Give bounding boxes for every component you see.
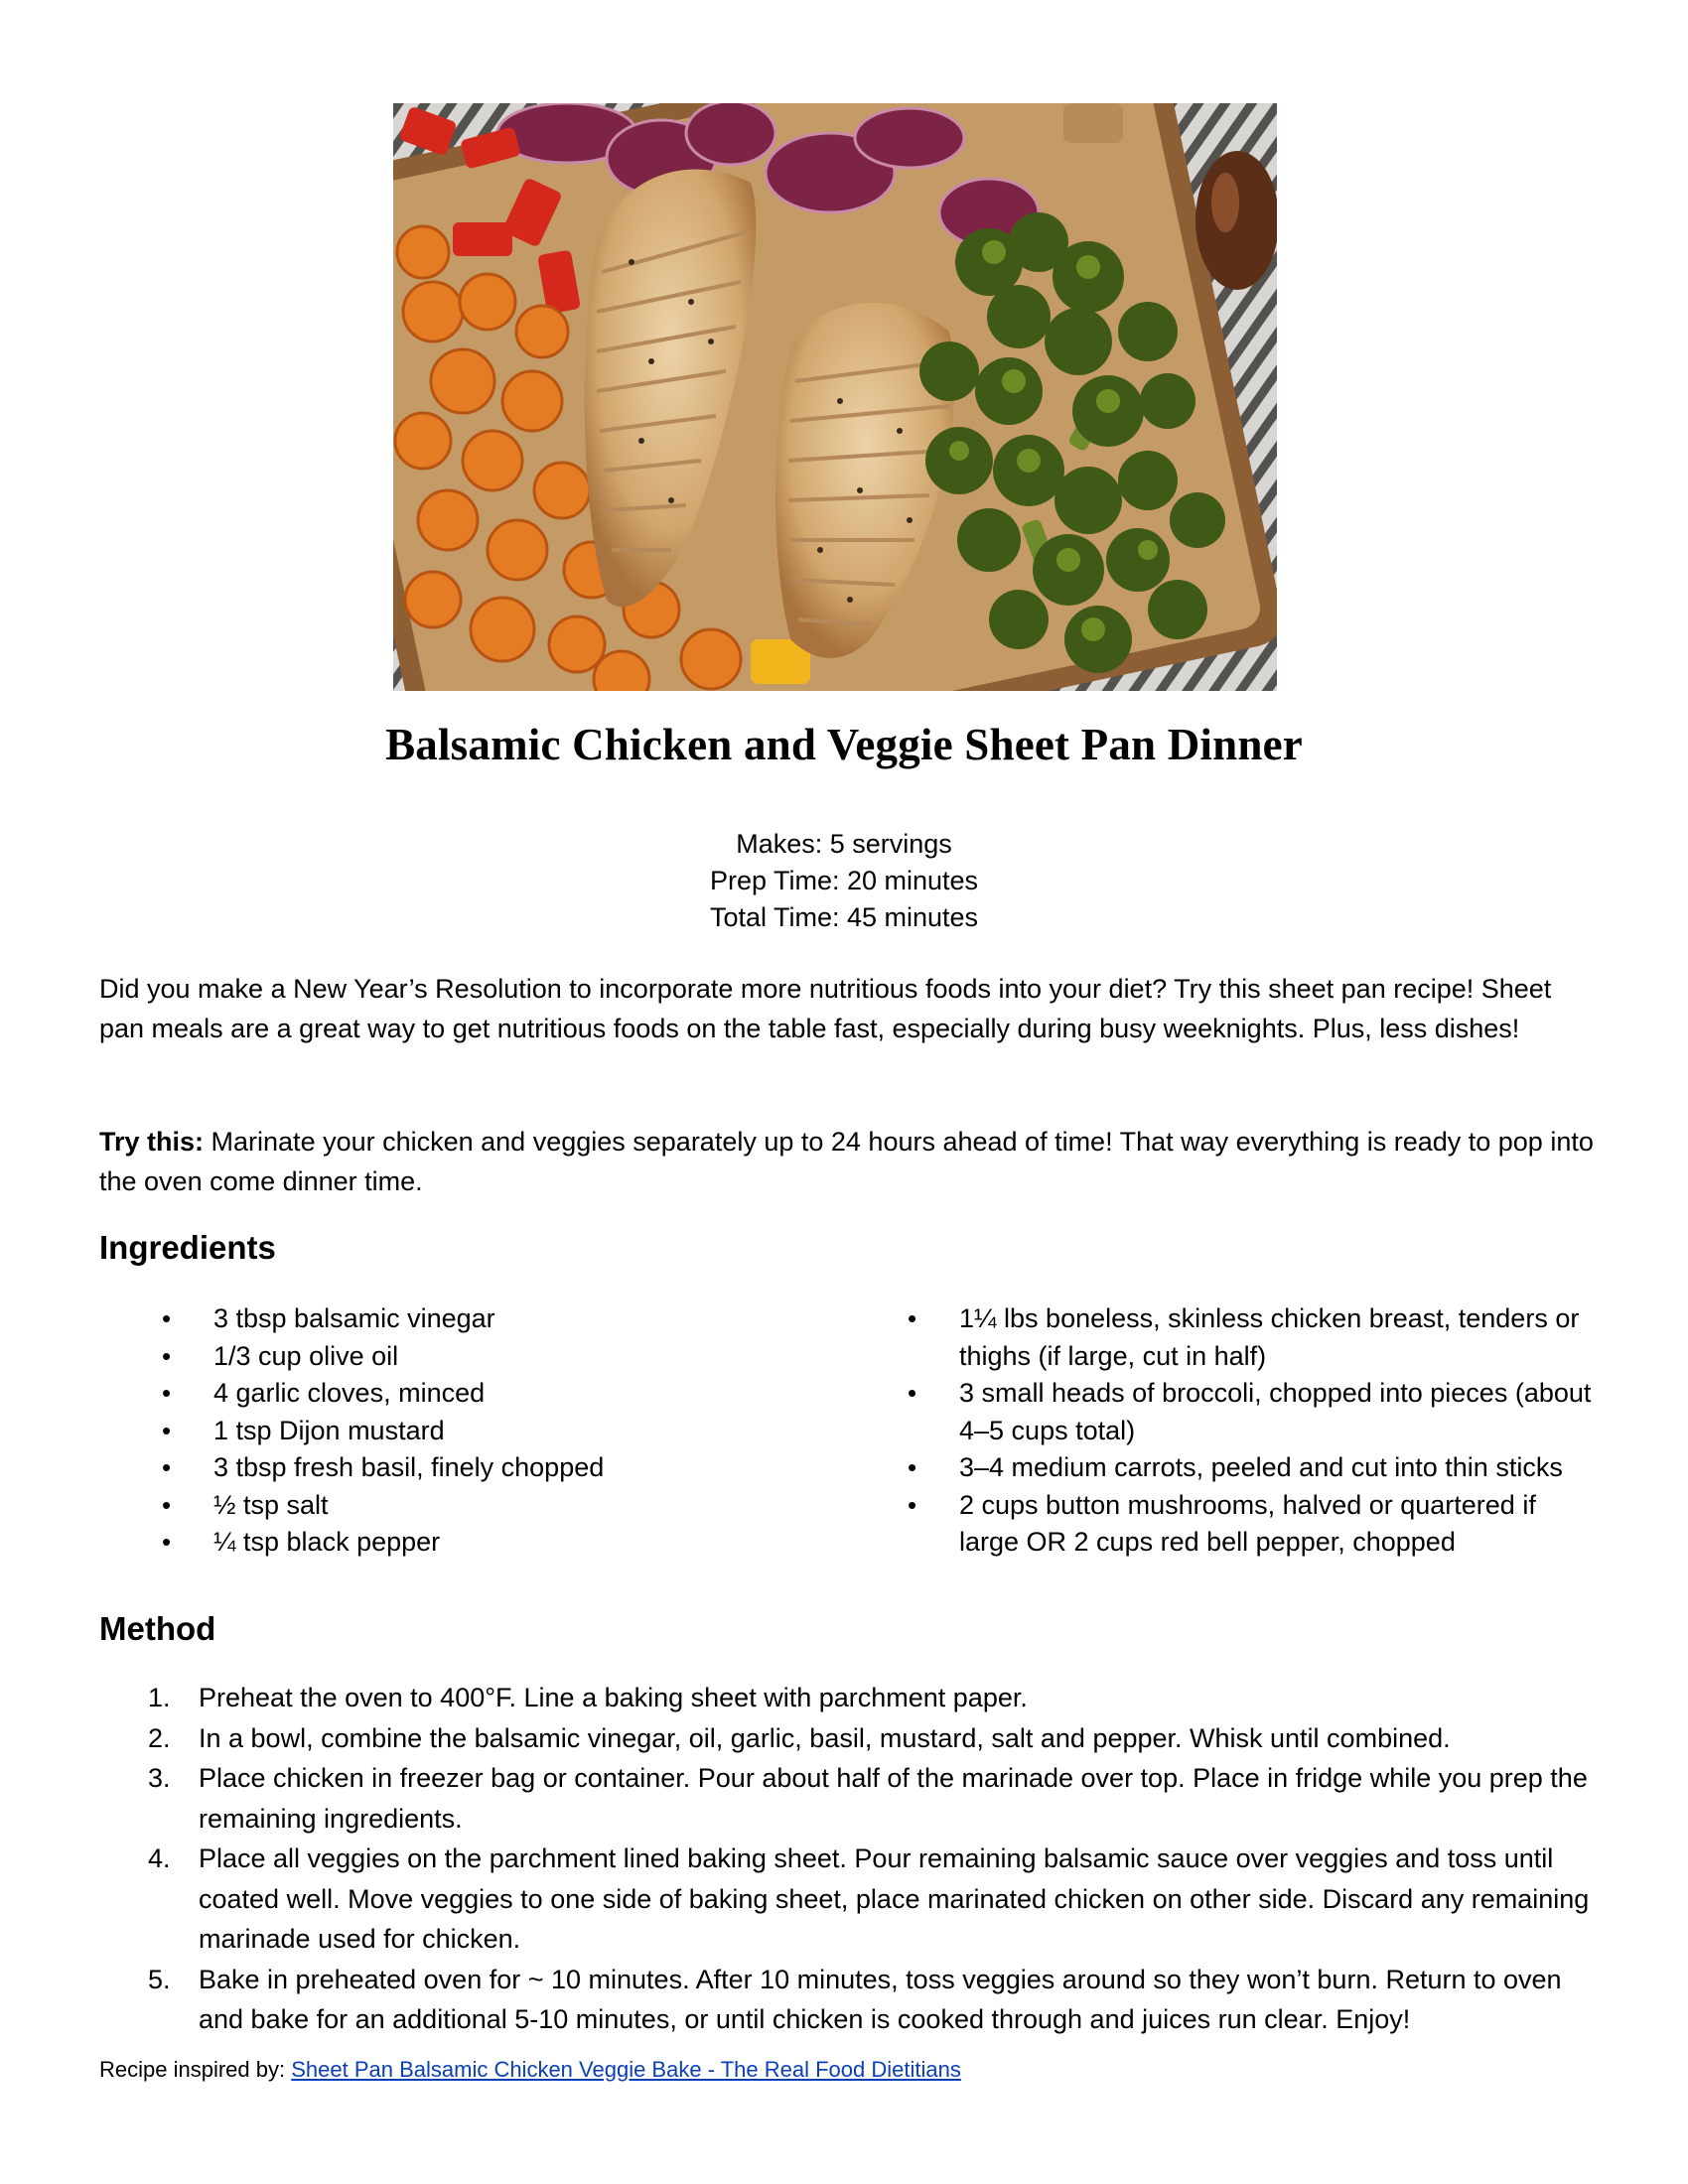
sheet-pan-illustration	[393, 103, 1277, 691]
bullet: •	[908, 1489, 917, 1520]
recipe-title: Balsamic Chicken and Veggie Sheet Pan Dinner	[385, 720, 1303, 769]
tip-text: Marinate your chicken and veggies separately up to 24 hours ahead of time! That way everything is ready to pop into the oven come dinner time.	[99, 1127, 1594, 1196]
recipe-meta	[0, 826, 1688, 936]
bullet: •	[908, 1452, 917, 1482]
ingredient-item: • 1 tsp Dijon mustard	[213, 1413, 829, 1450]
bullet: •	[908, 1303, 917, 1333]
ingredient-item: • 2 cups button mushrooms, halved or quartered if large OR 2 cups red bell pepper, chopped	[959, 1487, 1595, 1562]
step-number: 3.	[148, 1763, 171, 1793]
bullet: •	[162, 1527, 172, 1557]
method-step: 4. Place all veggies on the parchment lined baking sheet. Pour remaining balsamic sauce over veggies and toss until coated well. Move veggies to one side of baking sheet, place marinated chicken on other side. Discard any remaining marinade used for chicken.	[199, 1839, 1609, 1960]
step-number: 4.	[148, 1843, 171, 1873]
bullet: •	[908, 1378, 917, 1408]
step-number: 5.	[148, 1964, 171, 1994]
ingredient-item: • 3 small heads of broccoli, chopped into pieces (about 4–5 cups total)	[959, 1375, 1595, 1449]
recipe-photo	[393, 103, 1277, 691]
method-steps	[148, 1678, 1609, 2040]
recipe-credit	[99, 2055, 961, 2085]
ingredient-item: • 1¼ lbs boneless, skinless chicken breast, tenders or thighs (if large, cut in half)	[959, 1300, 1595, 1375]
step-number: 2.	[148, 1722, 171, 1753]
method-step: 5. Bake in preheated oven for ~ 10 minutes. After 10 minutes, toss veggies around so they won’t burn. Return to oven and bake for an additional 5-10 minutes, or until chicken is cooked through and juices run clear. Enjoy!	[199, 1960, 1609, 2040]
ingredient-item: • ½ tsp salt	[213, 1487, 829, 1525]
method-step: 2. In a bowl, combine the balsamic vinegar, oil, garlic, basil, mustard, salt and pepper. Whisk until combined.	[199, 1718, 1609, 1759]
bullet: •	[162, 1340, 172, 1371]
method-step: 3. Place chicken in freezer bag or container. Pour about half of the marinade over top. Place in fridge while you prep the remaining ingredients.	[199, 1758, 1609, 1839]
total-time: Total Time: 45 minutes	[709, 902, 979, 932]
credit-label: Recipe inspired by:	[99, 2057, 292, 2082]
intro-paragraph: Did you make a New Year’s Resolution to incorporate more nutritious foods into your diet? Try this sheet pan recipe! Sheet pan meals are a great way to get nutritious foods on the table fast, especially during busy weeknights. Plus, less dishes!	[99, 974, 1552, 1043]
ingredient-item: • 4 garlic cloves, minced	[213, 1375, 829, 1413]
tip-paragraph	[99, 1122, 1599, 1201]
ingredient-item: • 1/3 cup olive oil	[213, 1338, 829, 1376]
ingredient-item: • 3–4 medium carrots, peeled and cut into thin sticks	[959, 1449, 1595, 1487]
prep-time: Prep Time: 20 minutes	[709, 866, 979, 895]
bullet: •	[162, 1489, 172, 1520]
credit-link[interactable]: Sheet Pan Balsamic Chicken Veggie Bake - The Real Food Dietitians	[291, 2057, 961, 2082]
method-step: 1. Preheat the oven to 400°F. Line a baking sheet with parchment paper.	[199, 1678, 1609, 1718]
ingredient-item: • 3 tbsp fresh basil, finely chopped	[213, 1449, 829, 1487]
ingredients-list-right	[908, 1300, 1595, 1562]
bullet: •	[162, 1303, 172, 1333]
ingredients-heading: Ingredients	[99, 1229, 276, 1266]
bullet: •	[162, 1415, 172, 1445]
bullet: •	[162, 1452, 172, 1482]
bullet: •	[162, 1378, 172, 1408]
ingredient-item: • ¼ tsp black pepper	[213, 1524, 829, 1562]
ingredients-list-left	[162, 1300, 829, 1562]
servings: Makes: 5 servings	[736, 829, 952, 859]
method-heading: Method	[99, 1610, 216, 1647]
tip-label: Try this:	[99, 1127, 205, 1157]
ingredient-item: • 3 tbsp balsamic vinegar	[213, 1300, 829, 1338]
step-number: 1.	[148, 1683, 171, 1712]
